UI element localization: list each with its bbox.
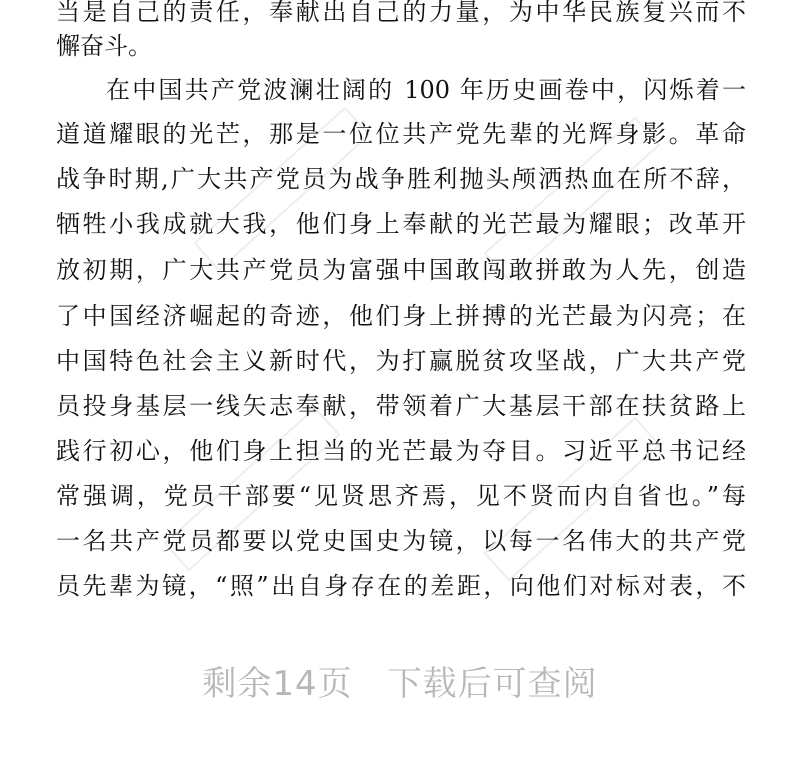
document-line: 牺牲小我成就大我，他们身上奉献的光芒最为耀眼；改革开 (56, 210, 746, 238)
document-line: 中国特色社会主义新时代，为打赢脱贫攻坚战，广大共产党 (56, 347, 746, 375)
document-line: 战争时期,广大共产党员为战争胜利抛头颅洒热血在所不辞， (56, 165, 746, 193)
document-line: 常强调，党员干部要“见贤思齐焉，见不贤而内自省也。”每 (56, 482, 746, 510)
document-line: 当是自己的责任，奉献出自己的力量，为中华民族复兴而不 (56, 0, 746, 26)
document-line: 践行初心，他们身上担当的光芒最为夺目。习近平总书记经 (56, 437, 746, 465)
document-line: 了中国经济崛起的奇迹，他们身上拼搏的光芒最为闪亮；在 (56, 302, 746, 330)
document-line: 道道耀眼的光芒，那是一位位共产党先辈的光辉身影。革命 (56, 120, 746, 148)
download-notice[interactable]: 剩余14页 下载后可查阅 (202, 664, 598, 704)
document-line: 懈奋斗。 (56, 32, 152, 60)
document-line: 一名共产党员都要以党史国史为镜，以每一名伟大的共产党 (56, 527, 746, 555)
document-line: 员投身基层一线矢志奉献，带领着广大基层干部在扶贫路上 (56, 392, 746, 420)
document-line: 放初期，广大共产党员为富强中国敢闯敢拼敢为人先，创造 (56, 256, 746, 284)
document-line: 在中国共产党波澜壮阔的 100 年历史画卷中，闪烁着一 (106, 76, 746, 104)
document-line: 员先辈为镜，“照”出自身存在的差距，向他们对标对表，不 (56, 572, 746, 600)
